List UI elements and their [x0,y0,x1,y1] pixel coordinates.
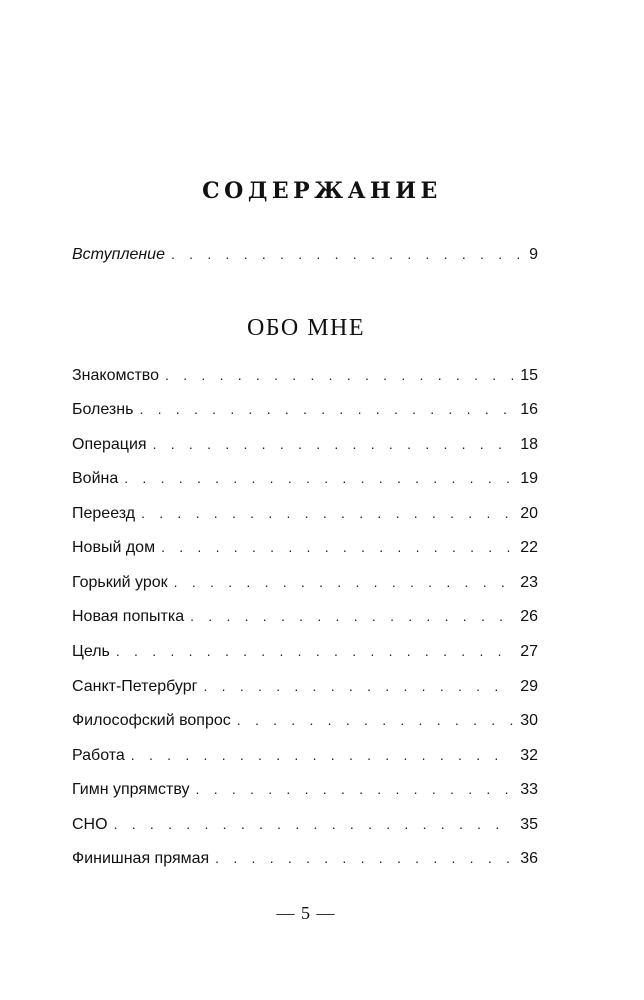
dot-leader [131,743,513,767]
toc-entry-page: 26 [520,608,538,625]
dot-leader [190,604,513,628]
section-title: ОБО МНЕ [246,315,366,341]
toc-entry[interactable] [72,812,538,836]
dot-leader [139,397,513,421]
toc-entry[interactable] [72,432,538,456]
toc-entry-page: 20 [520,505,538,522]
toc-entry-page: 33 [520,781,538,798]
toc-entry-page: 18 [520,436,538,453]
toc-entry-title: Гимн упрямству [72,781,190,798]
toc-entry-page: 16 [520,401,538,418]
toc-entry-title: Новый дом [72,539,156,556]
dot-leader [215,846,513,870]
toc-entry-page: 30 [520,712,538,729]
dot-leader [161,535,513,559]
toc-entry[interactable] [72,535,538,559]
toc-entry[interactable] [72,397,538,421]
toc-entry-title: Знакомство [72,367,160,384]
toc-entry-title: Финишная прямая [72,850,210,867]
toc-entry-page: 36 [520,850,538,867]
dot-leader [174,570,514,594]
toc-entry[interactable] [72,743,538,767]
dot-leader [141,501,513,525]
toc-entry-page: 27 [520,643,538,660]
toc-entry[interactable] [72,501,538,525]
toc-entry-title: Санкт-Петербург [72,678,198,695]
toc-entry-page: 35 [520,816,538,833]
toc-entry-title: Операция [72,436,147,453]
toc-entry-title: Переезд [72,505,136,522]
toc-entry-title: Цель [72,643,110,660]
toc-entry-title: Вступление [72,246,165,263]
toc-entry-page: 19 [520,470,538,487]
toc-entry-title: Война [72,470,119,487]
toc-entry[interactable] [72,466,538,490]
toc-entry-title: Новая попытка [72,608,185,625]
toc-entry[interactable] [72,363,538,387]
toc-entry-page: 22 [520,539,538,556]
dot-leader [124,466,513,490]
toc-entry-intro[interactable] [72,242,538,266]
dot-leader [114,812,514,836]
toc-entry[interactable] [72,777,538,801]
dot-leader [196,777,514,801]
toc-entry-page: 9 [529,246,538,263]
contents-heading: СОДЕРЖАНИЕ [202,178,442,204]
toc-entry-title: СНО [72,816,108,833]
dot-leader [237,708,513,732]
toc-entry-page: 29 [520,678,538,695]
toc-entry-title: Философский вопрос [72,712,231,729]
toc-entry[interactable] [72,708,538,732]
toc-entry[interactable] [72,639,538,663]
toc-entry[interactable] [72,846,538,870]
dot-leader [116,639,513,663]
toc-entry-page: 23 [520,574,538,591]
toc-entry-page: 15 [520,367,538,384]
toc-entry[interactable] [72,674,538,698]
dot-leader [203,674,513,698]
toc-entry-page: 32 [520,747,538,764]
dot-leader [153,432,514,456]
toc-entry-title: Горький урок [72,574,168,591]
toc-entry[interactable] [72,570,538,594]
toc-entry-title: Работа [72,747,125,764]
page-number: — 5 — [276,903,336,923]
dot-leader [171,242,522,266]
dot-leader [165,363,513,387]
toc-entry-title: Болезнь [72,401,134,418]
toc-entry[interactable] [72,604,538,628]
